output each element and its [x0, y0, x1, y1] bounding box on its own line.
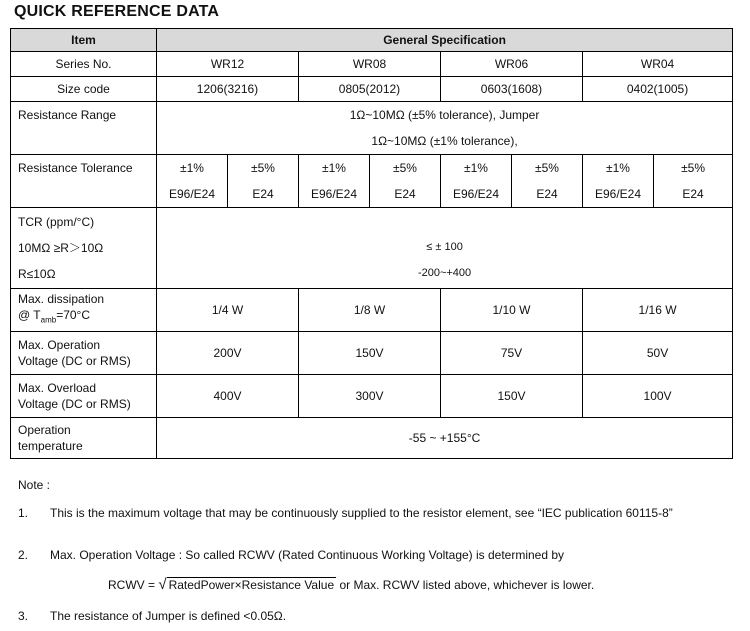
overload-voltage-label: Max. Overload Voltage (DC or RMS): [11, 375, 157, 418]
tolerance-cell: ±1% E96/E24: [299, 155, 370, 208]
sqrt-sign: √: [158, 576, 167, 593]
series-cell: WR08: [299, 52, 441, 77]
header-row: [11, 29, 733, 52]
operation-voltage-cell: 150V: [299, 332, 441, 375]
size-cell: 1206(3216): [157, 77, 299, 102]
operation-voltage-cell: 50V: [583, 332, 733, 375]
item-header: Item: [11, 29, 157, 52]
size-cell: 0603(1608): [441, 77, 583, 102]
notes-heading: Note :: [18, 478, 51, 492]
spec-header: General Specification: [157, 29, 733, 52]
range-value: [157, 102, 733, 155]
overload-voltage-cell: 100V: [583, 375, 733, 418]
dissipation-row: [11, 289, 733, 332]
reference-table: [10, 28, 733, 459]
tcr-value-2: -200~+400: [417, 267, 472, 279]
dissipation-cell: 1/16 W: [583, 289, 733, 332]
range-line-2: 1Ω~10MΩ (±1% tolerance),: [371, 134, 518, 148]
size-row: [11, 77, 733, 102]
size-cell: 0805(2012): [299, 77, 441, 102]
tcr-condition-2: R≤10Ω: [18, 267, 56, 281]
operation-voltage-row: [11, 332, 733, 375]
page-title: QUICK REFERENCE DATA: [14, 3, 220, 20]
series-label: Series No.: [11, 52, 157, 77]
tcr-value-1: ≤ ± 100: [426, 241, 463, 253]
series-cell: WR12: [157, 52, 299, 77]
notes-section: [18, 478, 733, 623]
note-3: 3. The resistance of Jumper is defined <0.05Ω.: [18, 609, 287, 623]
tcr-condition-1: 10MΩ ≥R＞10Ω: [18, 241, 104, 255]
size-cell: 0402(1005): [583, 77, 733, 102]
tolerance-row: [11, 155, 733, 208]
temperature-row: [11, 418, 733, 459]
series-cell: WR04: [583, 52, 733, 77]
tcr-label: [11, 208, 157, 289]
dissipation-cell: 1/8 W: [299, 289, 441, 332]
tolerance-cell: ±5% E24: [654, 155, 733, 208]
tolerance-cell: ±1% E96/E24: [157, 155, 228, 208]
tcr-row: [11, 208, 733, 289]
operation-voltage-cell: 200V: [157, 332, 299, 375]
range-row: [11, 102, 733, 155]
series-cell: WR06: [441, 52, 583, 77]
tolerance-cell: ±1% E96/E24: [441, 155, 512, 208]
series-row: [11, 52, 733, 77]
overload-voltage-cell: 300V: [299, 375, 441, 418]
tolerance-cell: ±1% E96/E24: [583, 155, 654, 208]
tolerance-cell: ±5% E24: [370, 155, 441, 208]
temperature-label: Operation temperature: [11, 418, 157, 459]
size-label: Size code: [11, 77, 157, 102]
tcr-title: TCR (ppm/°C): [18, 215, 95, 229]
note-1: 1. This is the maximum voltage that may be continuously supplied to the resistor element, see “IEC publication 60115-8”: [18, 506, 673, 520]
rcwv-formula: RCWV = √ RatedPower×Resistance Value or Max. RCWV listed above, whichever is lower.: [108, 576, 595, 593]
range-line-1: 1Ω~10MΩ (±5% tolerance), Jumper: [349, 108, 540, 122]
tolerance-cell: ±5% E24: [228, 155, 299, 208]
tolerance-label: Resistance Tolerance: [11, 155, 157, 208]
tcr-value: [157, 208, 733, 289]
dissipation-cell: 1/10 W: [441, 289, 583, 332]
operation-voltage-label: Max. Operation Voltage (DC or RMS): [11, 332, 157, 375]
dissipation-cell: 1/4 W: [157, 289, 299, 332]
range-label: Resistance Range: [11, 102, 157, 155]
tolerance-cell: ±5% E24: [512, 155, 583, 208]
operation-voltage-cell: 75V: [441, 332, 583, 375]
overload-voltage-row: [11, 375, 733, 418]
overload-voltage-cell: 400V: [157, 375, 299, 418]
overload-voltage-cell: 150V: [441, 375, 583, 418]
note-2: 2. Max. Operation Voltage : So called RCWV (Rated Continuous Working Voltage) is determined by: [18, 548, 565, 562]
temperature-value: -55 ~ +155°C: [157, 418, 733, 459]
dissipation-label: Max. dissipation @ $T_{amb}=70^\circ C$: [11, 289, 157, 332]
